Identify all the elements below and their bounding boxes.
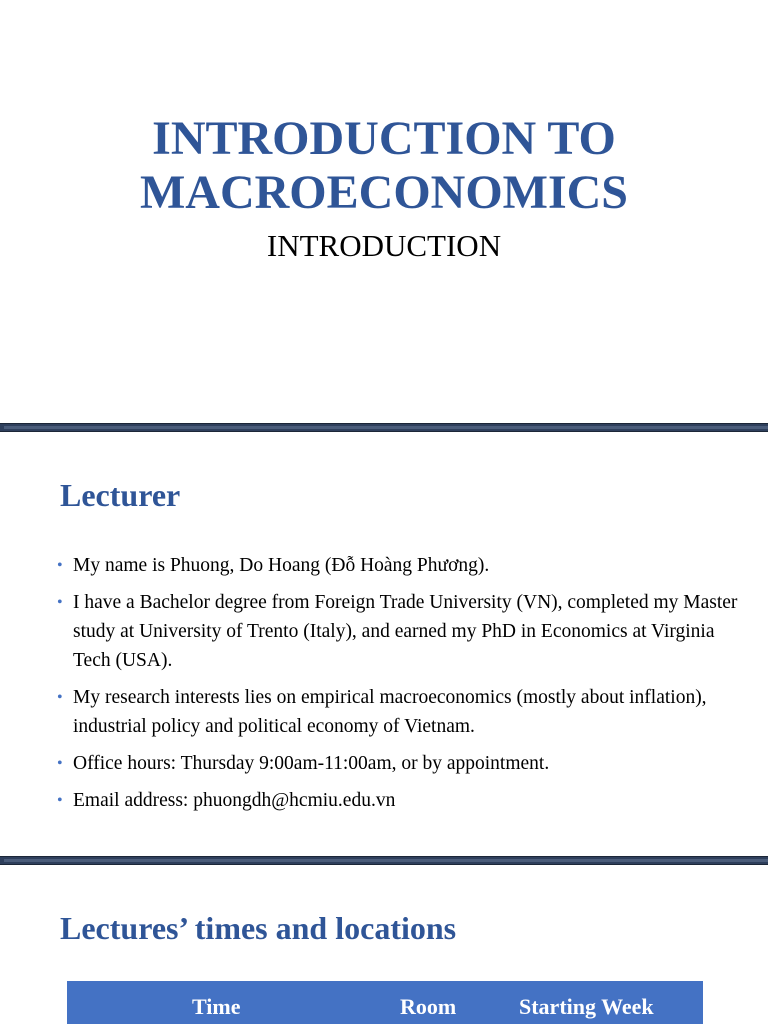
bullet-text: I have a Bachelor degree from Foreign Trade University (VN), completed my Master study at University of Trento (Italy), and earned my PhD in Economics at Virginia Tech (USA). (73, 592, 738, 671)
bullet-icon: • (57, 594, 63, 611)
slide-separator (0, 856, 768, 865)
title-slide (0, 0, 768, 422)
column-header-room: Room (400, 994, 457, 1019)
bullet-text: Office hours: Thursday 9:00am-11:00am, or by appointment. (73, 753, 550, 774)
bullet-icon: • (57, 689, 63, 706)
bullet-icon: • (57, 792, 63, 809)
bullet-text: My name is Phuong, Do Hoang (Đỗ Hoàng Phương). (73, 555, 490, 576)
list-item (57, 786, 747, 815)
slide-title (0, 112, 768, 220)
lectures-slide (0, 866, 768, 1024)
lecturer-heading: Lecturer (60, 477, 181, 513)
column-header-starting-week: Starting Week (519, 994, 654, 1019)
lecturer-bullet-list (57, 551, 747, 823)
bullet-text: My research interests lies on empirical macroeconomics (mostly about inflation), industrial policy and political economy of Vietnam. (73, 687, 707, 737)
bullet-icon: • (57, 755, 63, 772)
lectures-heading: Lectures’ times and locations (60, 910, 457, 946)
lecturer-slide (0, 432, 768, 856)
list-item (57, 551, 747, 580)
list-item (57, 588, 747, 675)
slide-subtitle: INTRODUCTION (266, 228, 502, 263)
list-item (57, 749, 747, 778)
list-item (57, 683, 747, 741)
slide-separator (0, 423, 768, 432)
column-header-time: Time (192, 994, 241, 1019)
bullet-text: Email address: phuongdh@hcmiu.edu.vn (73, 790, 396, 811)
bullet-icon: • (57, 557, 63, 574)
title-line-1: INTRODUCTION TO (152, 112, 616, 165)
title-line-2: MACROECONOMICS (140, 166, 628, 219)
table-header-row (67, 981, 703, 1024)
